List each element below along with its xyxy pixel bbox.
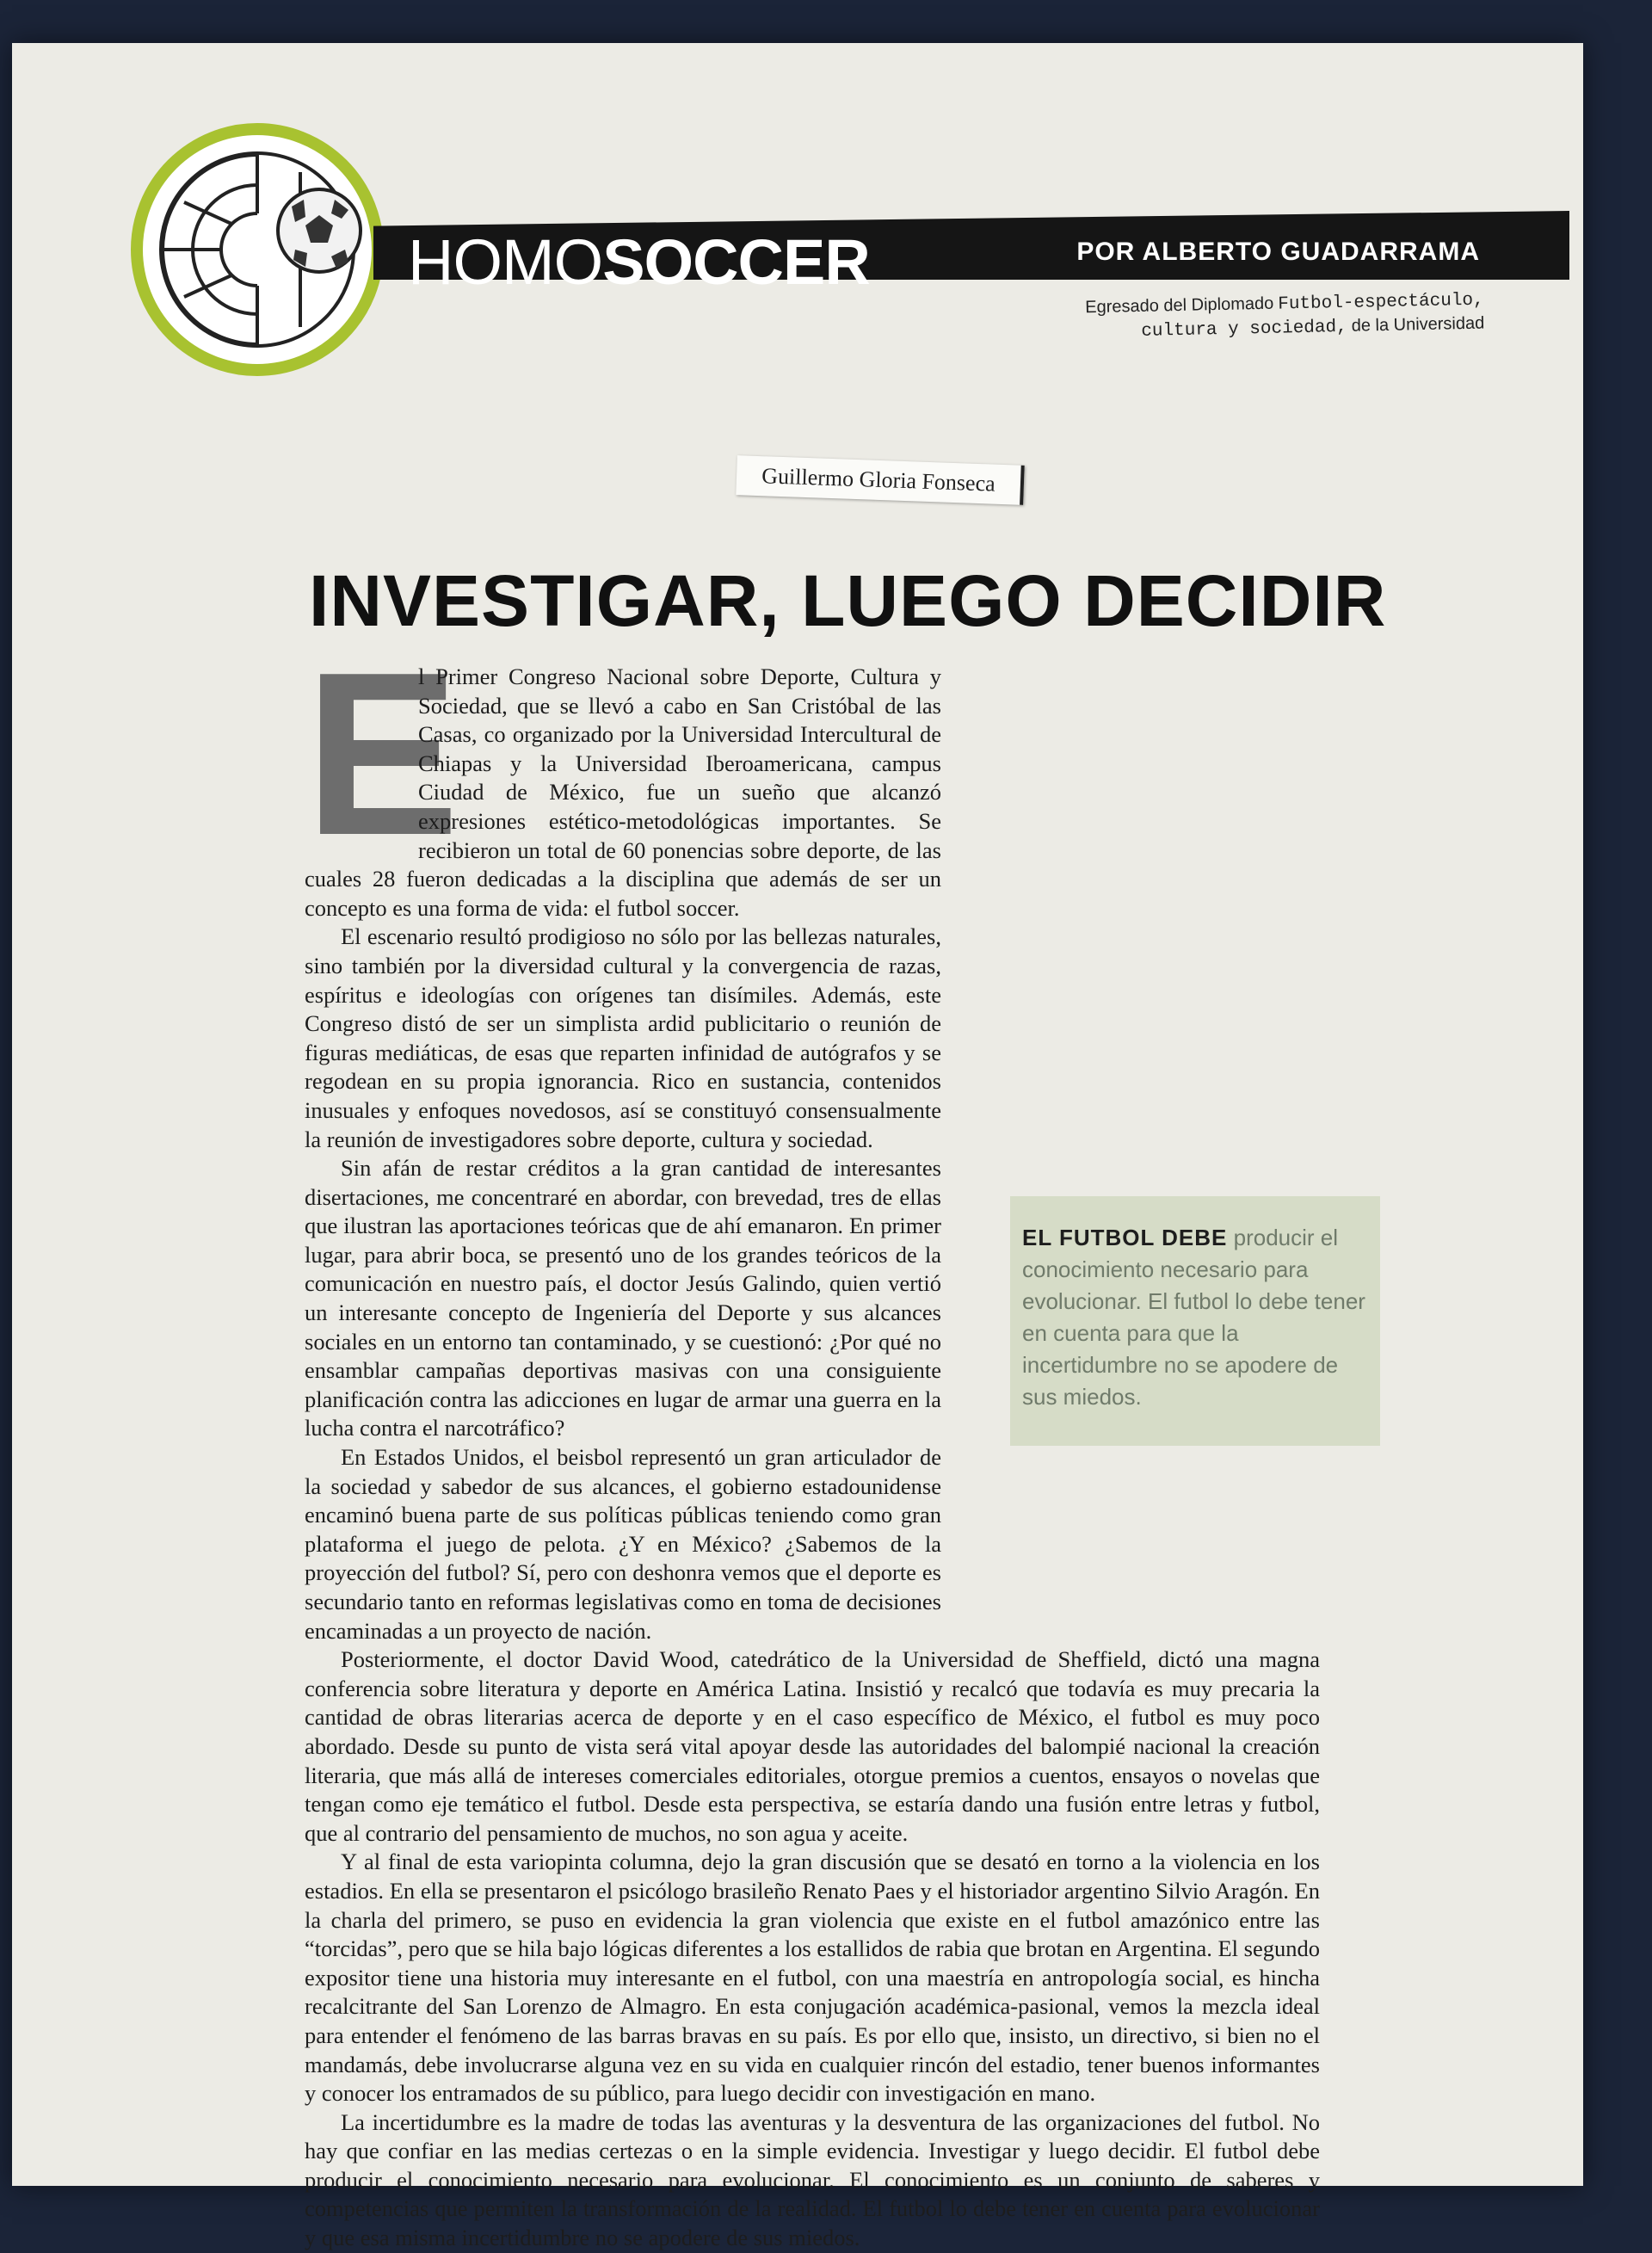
section-title-bold: SOCCER	[602, 226, 870, 298]
tape-label: Guillermo Gloria Fonseca	[736, 455, 1024, 505]
article-body	[305, 625, 1320, 2253]
credential-prefix: Egresado del Diplomado	[1085, 293, 1274, 318]
paragraph-3: Sin afán de restar créditos a la gran cantidad de interesantes disertaciones, me concentraré en abordar, con brevedad, tres de ellas que ilustran las aportaciones teóricas que de ahí emanaron. En primer lugar, para abrir boca, se presentó uno de los grandes teóricos de la comunicación en nuestro país, el doctor Jesús Galindo, quien vertió un interesante concepto de Ingeniería del Deporte y sus alcances sociales en un entorno tan contaminado, y se cuestionó: ¿Por qué no ensamblar campañas deportivas masivas con una consiguiente planificación contra las adicciones en lugar de armar una guerra en la lucha contra el narcotráfico?	[305, 1155, 941, 1441]
paragraph-4: En Estados Unidos, el beisbol representó un gran articulador de la sociedad y sabedor de sus alcances, el gobierno estadounidense encaminó buena parte de sus políticas públicas teniendo como gran plataforma el juego de pelota. ¿Y en México? ¿Sabemos de la proyección del futbol? Sí, pero con deshonra vemos que el deporte es secundario tanto en reformas legislativas como en toma de decisiones encaminadas a un proyecto de nación.	[305, 1444, 941, 1644]
article-title: INVESTIGAR, LUEGO DECIDIR	[309, 560, 1387, 641]
credential-mono: Futbol-espectáculo, cultura y sociedad,	[1141, 290, 1484, 342]
credential-suffix: de la Universidad	[1351, 313, 1485, 336]
section-title-light: HOMO	[408, 226, 603, 298]
section-title	[408, 225, 870, 299]
pull-quote-text: producir el conocimiento necesario para evolucionar. El futbol lo debe tener en cuenta para que la incertidumbre no se apodere de sus miedos.	[1022, 1225, 1365, 1410]
drop-cap: E	[305, 625, 460, 884]
homosoccer-logo	[128, 120, 386, 379]
paragraph-5: Posteriormente, el doctor David Wood, catedrático de la Universidad de Sheffield, dictó una magna conferencia sobre literatura y deporte en América Latina. Insistió y recalcó que todavía es muy precaria la cantidad de obras literarias acerca de deporte y en el caso específico de México, el futbol es muy poco abordado. Desde su punto de vista será vital apoyar desde las autoridades del balompié nacional la creación literaria, que más allá de intereses comerciales editoriales, otorgue premios a cuentos, ensayos o novelas que tengan como eje temático el futbol. Desde esta perspectiva, se estaría dando una fusión entre letras y futbol, que al contrario del pensamiento de muchos, no son agua y aceite.	[305, 1646, 1320, 1846]
soccer-ball-icon	[278, 189, 361, 272]
byline: POR ALBERTO GUADARRAMA	[1076, 238, 1480, 266]
paragraph-6: Y al final de esta variopinta columna, dejo la gran discusión que se desató en torno a la violencia en los estadios. En ella se presentaron el psicólogo brasileño Renato Paes y el historiador argentino Silvio Aragón. En la charla del primero, se puso en evidencia la gran violencia que existe en el futbol amazónico entre las “torcidas”, pero que se hila bajo lógicas diferentes a los estallidos de rabia que brotan en Argentina. El segundo expositor tiene una historia muy interesante en el futbol, con una maestría en antropología social, es hincha recalcitrante del San Lorenzo de Almagro. En esta conjugación académica-pasional, vemos la mezcla ideal para entender el fenómeno de las barras bravas en su país. Es por ello que, insisto, un directivo, si bien no el mandamás, debe involucrarse alguna vez en su vida en cualquier rincón del estadio, tener buenos informantes y conocer los entramados de su público, para luego decidir con investigación en mano.	[305, 1849, 1320, 2107]
paragraph-1: l Primer Congreso Nacional sobre Deporte, Cultura y Sociedad, que se llevó a cabo en San Cristóbal de las Casas, co organizado por la Universidad Intercultural de Chiapas y la Universidad Iberoamericana, campus Ciudad de México, fue un sueño que alcanzó expresiones estético-metodológicas importantes. Se recibieron un total de 60 ponencias sobre deporte, de las cuales 28 fueron dedicadas a la disciplina que además de ser un concepto es una forma de vida: el futbol soccer.	[305, 664, 941, 921]
paragraph-7: La incertidumbre es la madre de todas las aventuras y la desventura de las organizaciones del futbol. No hay que confiar en las medias certezas o en la simple evidencia. Investigar y luego decidir. El futbol debe producir el conocimiento necesario para evolucionar. El conocimiento es un conjunto de saberes y competencias que permiten la transformación de la realidad. El futbol lo debe tener en cuenta para evolucionar y que esa misma incertidumbre no se apodere de sus miedos.	[305, 2108, 1320, 2251]
author-credential	[1036, 288, 1484, 346]
pull-quote-lead: EL FUTBOL DEBE	[1022, 1225, 1228, 1250]
pull-quote	[1010, 1196, 1380, 1446]
magazine-page	[12, 43, 1583, 2251]
paragraph-2: El escenario resultó prodigioso no sólo por las bellezas naturales, sino también por la diversidad cultural y la convergencia de razas, espíritus e ideologías con orígenes tan disímiles. Además, este Congreso distó de ser un simplista ardid publicitario o reunión de figuras mediáticas, de esas que reparten infinidad de autógrafos y se regodean en su propia ignorancia. Rico en sustancia, contenidos inusuales y enfoques novedosos, así se constituyó consensualmente la reunión de investigadores sobre deporte, cultura y sociedad.	[305, 923, 941, 1152]
